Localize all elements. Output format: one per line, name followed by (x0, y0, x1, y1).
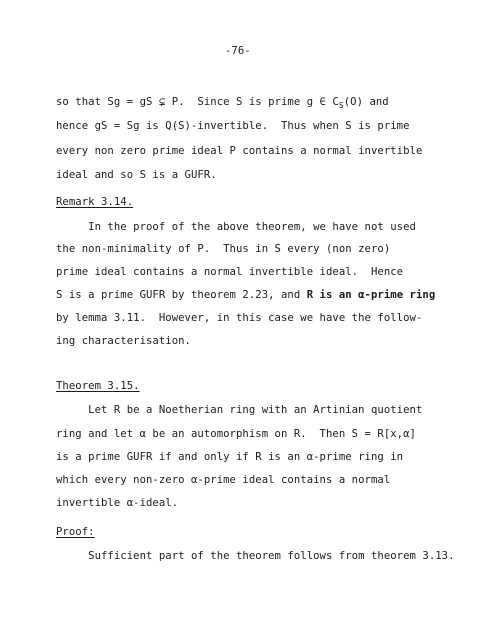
paragraph-line: Sufficient part of the theorem follows from theorem 3.13. (56, 550, 455, 562)
bold-text-run: R is an α-prime ring (306, 289, 436, 301)
text-run: P. Since S is prime g ∈ C (165, 96, 339, 108)
paragraph-line: In the proof of the above theorem, we have not used (56, 221, 416, 233)
text-run: (O) and (343, 96, 389, 108)
proof-heading: Proof: (56, 526, 95, 538)
page-number: -76- (225, 45, 251, 57)
paragraph-line: ring and let α be an automorphism on R. Then S = R[x,α] (56, 428, 416, 440)
paragraph-line (56, 96, 389, 109)
paragraph-line: the non-minimality of P. Thus in S every (non zero) (56, 243, 391, 255)
text-run: so that Sg = gS (56, 96, 159, 108)
theorem-heading: Theorem 3.15. (56, 380, 140, 392)
paragraph-line: prime ideal contains a normal invertible ideal. Hence (56, 266, 404, 278)
text-run: S is a prime GUFR by theorem 2.23, and (56, 289, 307, 301)
subscript: S (338, 101, 344, 110)
paragraph-line: ing characterisation. (56, 335, 191, 347)
paragraph-line: invertible α-ideal. (56, 497, 179, 509)
paragraph-line: which every non-zero α-prime ideal contains a normal (56, 474, 391, 486)
paragraph-line: Let R be a Noetherian ring with an Artinian quotient (56, 404, 423, 416)
paragraph-line: ideal and so S is a GUFR. (56, 169, 217, 181)
paragraph-line: every non zero prime ideal P contains a normal invertible (56, 145, 423, 157)
proper-subset-symbol: ⊊ (158, 96, 166, 108)
paragraph-line: is a prime GUFR if and only if R is an α-prime ring in (56, 451, 404, 463)
remark-heading: Remark 3.14. (56, 196, 134, 208)
paragraph-line: hence gS = Sg is Q(S)-invertible. Thus when S is prime (56, 120, 410, 132)
paragraph-line: by lemma 3.11. However, in this case we have the follow- (56, 312, 423, 324)
paragraph-line (56, 289, 435, 302)
